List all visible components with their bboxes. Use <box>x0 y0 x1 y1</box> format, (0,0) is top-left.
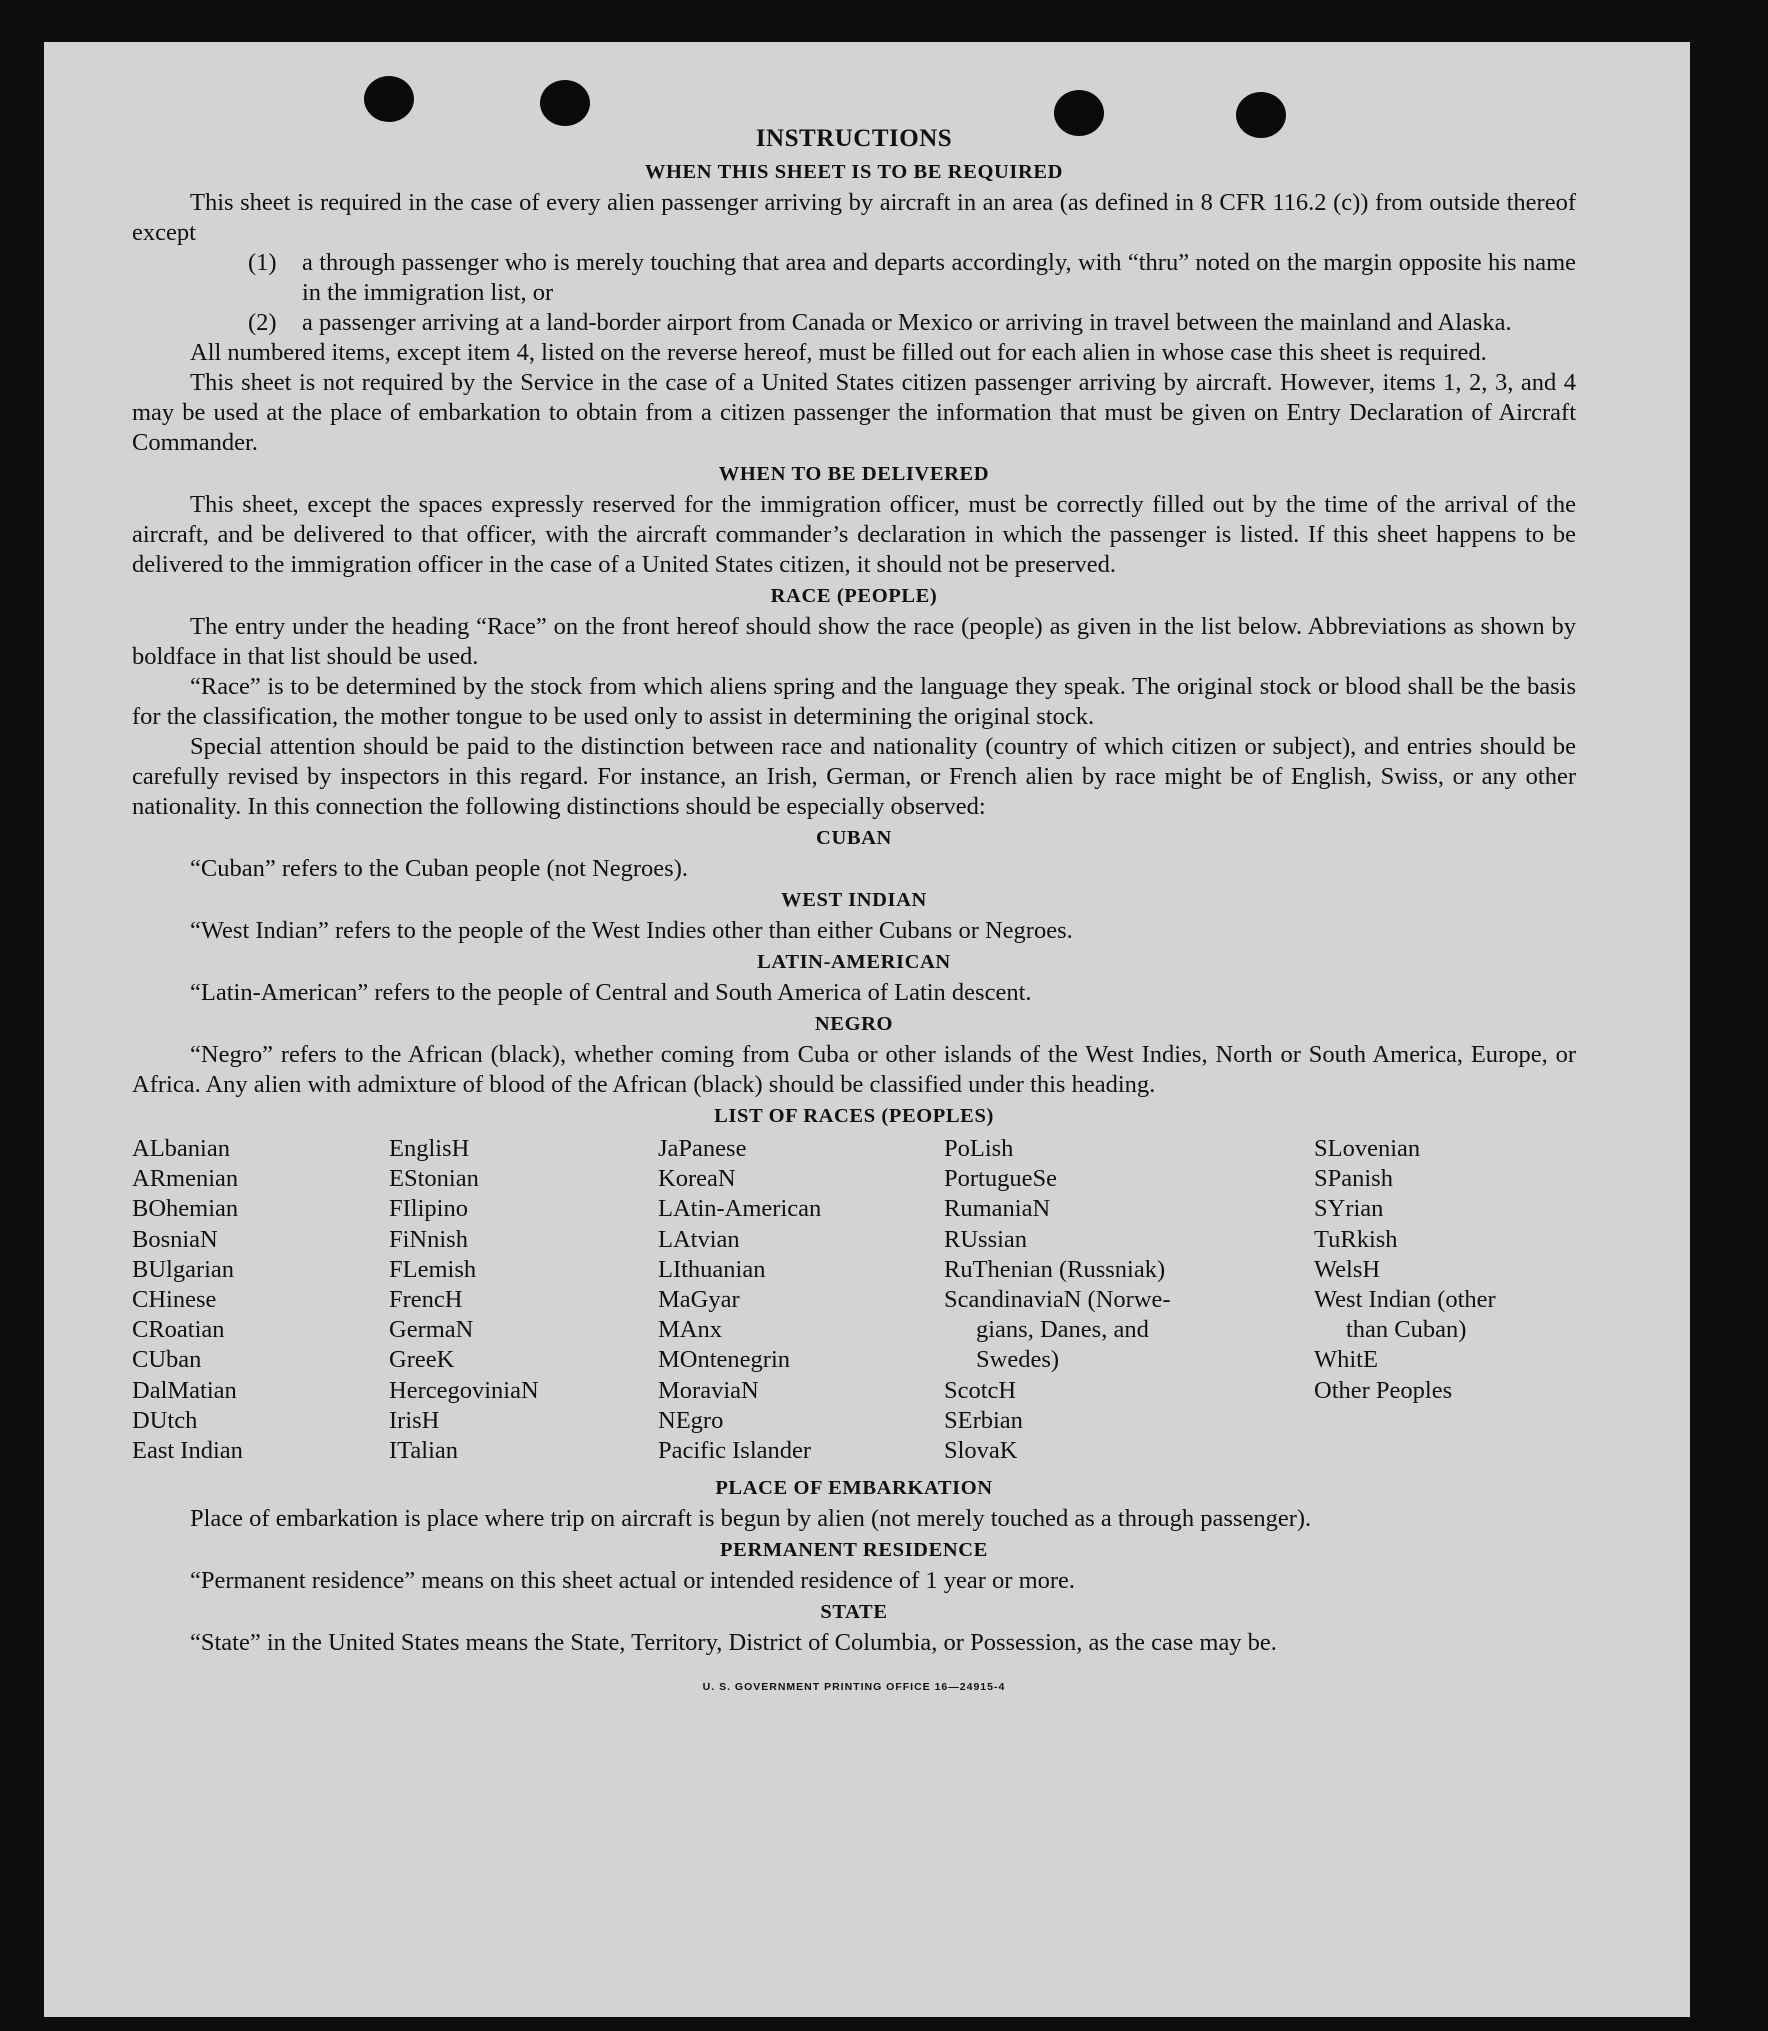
heading-when-delivered: WHEN TO BE DELIVERED <box>718 463 990 485</box>
definition-cuban: “Cuban” refers to the Cuban people (not Negroes). <box>190 855 688 882</box>
instructions-content <box>132 122 1576 1702</box>
race-column <box>389 1134 658 1466</box>
race-entry: Other Peoples <box>1314 1376 1453 1404</box>
heading-permanent-residence: PERMANENT RESIDENCE <box>720 1539 988 1562</box>
paragraph: Place of embarkation is place where trip on aircraft is begun by alien (not merely touched as a through passenger). <box>190 1505 1312 1533</box>
race-entry: West Indian (other <box>1314 1286 1496 1314</box>
race-entry: LAtin-American <box>658 1195 822 1223</box>
race-entry: ScotcH <box>944 1376 1017 1404</box>
race-entry: MOntenegrin <box>658 1346 790 1374</box>
heading-list-of-races: LIST OF RACES (PEOPLES) <box>714 1105 994 1127</box>
item-number: (2) <box>248 309 277 336</box>
race-entry: HercegoviniaN <box>389 1376 539 1404</box>
paragraph: This sheet is required in the case of every alien passenger arriving by aircraft in an area (as defined in 8 CFR 116.2 (c)) from outside thereof except <box>132 189 1576 246</box>
paragraph: “Permanent residence” means on this sheet actual or intended residence of 1 year or more. <box>190 1567 1076 1595</box>
item-number: (1) <box>248 249 277 276</box>
page-title: INSTRUCTIONS <box>755 125 953 152</box>
race-entry: FLemish <box>389 1255 477 1283</box>
race-entry: TuRkish <box>1314 1225 1398 1253</box>
paragraph: Special attention should be paid to the distinction between race and nationality (country of which citizen or subject), and entries should be carefully revised by inspectors in this regard. For instance, an Irish, German, or French alien by race might be of English, Swiss, or any other nationality. In this connection the following distinctions should be especially observed: <box>132 733 1576 820</box>
race-entry: East Indian <box>132 1437 243 1465</box>
race-entry: EnglisH <box>389 1135 470 1162</box>
definition-latin-american: “Latin-American” refers to the people of Central and South America of Latin descent. <box>190 979 1032 1006</box>
race-entry: SLovenian <box>1314 1135 1421 1162</box>
race-entry-continued: Swedes) <box>976 1346 1060 1374</box>
list-item <box>248 308 1576 338</box>
paragraph: All numbered items, except item 4, listed on the reverse hereof, must be filled out for each alien in whose case this sheet is required. <box>190 339 1487 366</box>
document-sheet <box>44 42 1690 2017</box>
item-text: a through passenger who is merely touching that area and departs accordingly, with “thru” noted on the margin opposite his name in the immigration list, or <box>302 249 1576 306</box>
race-entry-continued: gians, Danes, and <box>976 1316 1149 1344</box>
race-list <box>132 1134 1576 1466</box>
race-column <box>944 1134 1314 1466</box>
definition-west-indian: “West Indian” refers to the people of the West Indies other than either Cubans or Negroes. <box>190 917 1073 944</box>
race-column <box>1314 1134 1576 1466</box>
heading-race: RACE (PEOPLE) <box>770 585 938 607</box>
race-entry: CHinese <box>132 1286 217 1314</box>
race-entry: GermaN <box>389 1316 474 1344</box>
paragraph: “Race” is to be determined by the stock from which aliens spring and the language they speak. The original stock or blood shall be the basis for the classification, the mother tongue to be used only to assist in determining the original stock. <box>132 673 1576 730</box>
race-entry-continued: than Cuban) <box>1346 1316 1467 1344</box>
paragraph: “State” in the United States means the State, Territory, District of Columbia, or Possession, as the case may be. <box>190 1629 1277 1657</box>
race-entry: WelsH <box>1314 1255 1381 1283</box>
race-entry: LAtvian <box>658 1225 740 1253</box>
definition-negro: “Negro” refers to the African (black), whether coming from Cuba or other islands of the West Indies, North or South America, Europe, or Africa. Any alien with admixture of blood of the African (black) should be classified under this heading. <box>132 1041 1576 1098</box>
race-entry: CUban <box>132 1346 202 1374</box>
heading-latin-american: LATIN-AMERICAN <box>757 951 951 973</box>
race-entry: BOhemian <box>132 1195 239 1223</box>
race-entry: SPanish <box>1314 1165 1393 1193</box>
race-entry: IrisH <box>389 1406 440 1434</box>
race-entry: BosniaN <box>132 1225 218 1253</box>
race-entry: FIlipino <box>389 1195 468 1223</box>
race-entry: LIthuanian <box>658 1255 766 1283</box>
item-text: a passenger arriving at a land-border airport from Canada or Mexico or arriving in travel between the mainland and Alaska. <box>302 309 1512 336</box>
punch-hole <box>540 80 590 126</box>
race-entry: ScandinaviaN (Norwe- <box>944 1286 1171 1314</box>
race-entry: RumaniaN <box>944 1195 1051 1223</box>
printer-imprint: U. S. GOVERNMENT PRINTING OFFICE 16—24915-4 <box>702 1681 1006 1694</box>
heading-place-of-embarkation: PLACE OF EMBARKATION <box>715 1477 993 1500</box>
race-entry: SErbian <box>944 1406 1023 1434</box>
race-column <box>132 1134 389 1466</box>
paragraph: This sheet is not required by the Service in the case of a United States citizen passenger arriving by aircraft. However, items 1, 2, 3, and 4 may be used at the place of embarkation to obtain from a citizen passenger the information that must be given on Entry Declaration of Aircraft Commander. <box>132 369 1576 456</box>
race-entry: FrencH <box>389 1286 463 1314</box>
race-entry: MaGyar <box>658 1286 740 1314</box>
race-entry: ARmenian <box>132 1165 239 1193</box>
race-column <box>658 1134 944 1466</box>
race-entry: NEgro <box>658 1406 724 1434</box>
race-entry: Pacific Islander <box>658 1437 812 1465</box>
race-entry: MoraviaN <box>658 1376 759 1404</box>
race-entry: PoLish <box>944 1135 1014 1162</box>
heading-cuban: CUBAN <box>816 827 892 849</box>
race-entry: FiNnish <box>389 1225 468 1253</box>
list-item <box>248 248 1576 308</box>
paragraph: The entry under the heading “Race” on the front hereof should show the race (people) as given in the list below. Abbreviations as shown by boldface in that list should be used. <box>132 613 1576 670</box>
race-entry: SlovaK <box>944 1437 1018 1465</box>
race-entry: MAnx <box>658 1316 722 1344</box>
race-entry: RUssian <box>944 1225 1028 1253</box>
race-entry: KoreaN <box>658 1165 736 1193</box>
race-entry: PortugueSe <box>944 1165 1057 1193</box>
heading-negro: NEGRO <box>814 1013 894 1035</box>
race-entry: GreeK <box>389 1346 455 1374</box>
race-entry: RuThenian (Russniak) <box>944 1255 1166 1283</box>
race-entry: ALbanian <box>132 1135 230 1162</box>
punch-hole <box>364 76 414 122</box>
paragraph: This sheet, except the spaces expressly reserved for the immigration officer, must be correctly filled out by the time of the arrival of the aircraft, and be delivered to that officer, with the aircraft commander’s declaration in which the passenger is listed. If this sheet happens to be delivered to the immigration officer in the case of a United States citizen, it should not be preserved. <box>132 491 1576 578</box>
race-entry: BUlgarian <box>132 1255 235 1283</box>
race-entry: ITalian <box>389 1437 459 1465</box>
race-entry: JaPanese <box>658 1135 747 1162</box>
heading-state: STATE <box>820 1601 888 1624</box>
race-entry: CRoatian <box>132 1316 225 1344</box>
race-entry: DUtch <box>132 1406 198 1434</box>
heading-when-required: WHEN THIS SHEET IS TO BE REQUIRED <box>644 161 1064 183</box>
race-entry: WhitE <box>1314 1346 1378 1374</box>
race-entry: SYrian <box>1314 1195 1384 1223</box>
race-entry: EStonian <box>389 1165 479 1193</box>
heading-west-indian: WEST INDIAN <box>781 889 927 911</box>
race-entry: DalMatian <box>132 1376 237 1404</box>
